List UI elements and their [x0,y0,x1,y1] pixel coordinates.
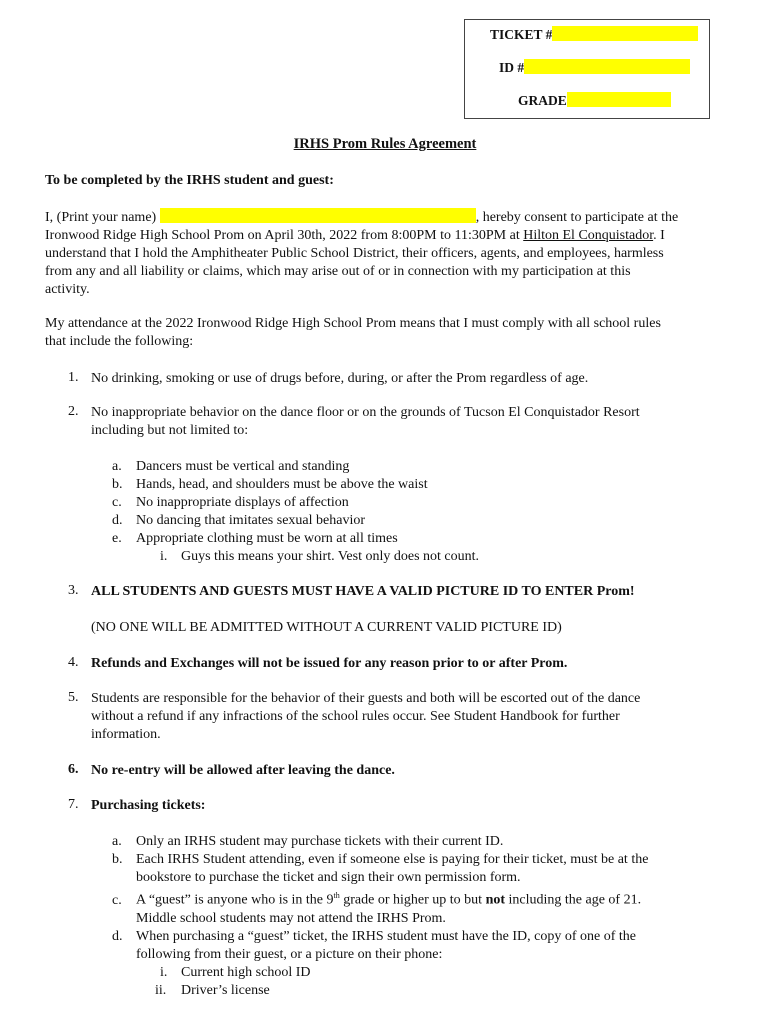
rule-6-number: 6. [68,762,79,777]
list-item [112,494,479,512]
rule-2-number: 2. [68,404,79,419]
emphasis: not [485,892,506,908]
list-item-text: Appropriate clothing must be worn at all times [136,531,398,546]
list-marker: d. [112,513,123,528]
list-marker: c. [112,495,122,510]
list-item [112,530,479,548]
rule-5-line-3: information. [91,727,161,742]
rule-2-line-2: including but not limited to: [91,423,249,438]
list-item [112,887,712,910]
list-item [112,964,712,982]
list-item [112,928,712,946]
print-name-label: I, (Print your name) [45,210,157,225]
list-marker: ii. [155,982,167,998]
rule-3-note: (NO ONE WILL BE ADMITTED WITHOUT A CURRENT VALID PICTURE ID) [91,620,562,635]
list-item-continuation: Middle school students may not attend the IRHS Prom. [136,910,446,926]
attendance-line-1: My attendance at the 2022 Ironwood Ridge High School Prom means that I must comply with all school rules [45,316,661,331]
rule-2-line-1: No inappropriate behavior on the dance floor or on the grounds of Tucson El Conquistador Resort [91,405,640,420]
superscript: th [333,891,340,900]
list-item [112,833,712,851]
consent-line-3: understand that I hold the Amphitheater Public School District, their officers, agents, and employees, harmless [45,246,664,261]
list-marker: a. [112,834,122,849]
rule-6-text: No re-entry will be allowed after leaving the dance. [91,763,395,778]
rule-7-text: Purchasing tickets: [91,798,206,813]
list-item-text: including the age of 21. [505,892,642,908]
ticket-info-box [464,19,710,119]
rule-7-sublist [112,833,712,1000]
list-item-text: Guys this means your shirt. Vest only does not count. [181,549,480,564]
list-item-text: A “guest” is anyone who is in the 9 [136,892,334,908]
list-marker: c. [112,892,122,908]
consent-line-2 [45,227,725,245]
rule-5-line-1: Students are responsible for the behavior of their guests and both will be escorted out of the dance [91,691,641,706]
list-item-text: Driver’s license [181,982,270,998]
list-marker: b. [112,852,123,867]
list-item-continuation: bookstore to purchase the ticket and sign their own permission form. [136,870,521,885]
ticket-number-field[interactable] [490,26,698,43]
instruction-text: To be completed by the IRHS student and guest: [45,173,334,188]
list-item [112,982,712,1000]
list-item [112,458,479,476]
list-item-text: No inappropriate displays of affection [136,495,349,510]
list-marker: a. [112,459,122,474]
list-item-text: Dancers must be vertical and standing [136,459,350,474]
print-name-blank[interactable] [160,208,476,223]
list-item-text: Only an IRHS student may purchase tickets with their current ID. [136,834,504,849]
list-marker: i. [160,549,168,564]
rule-3-number: 3. [68,583,79,598]
consent-text: , hereby consent to participate at the [475,210,679,225]
rule-1-text: No drinking, smoking or use of drugs before, during, or after the Prom regardless of age. [91,371,589,386]
attendance-line-2: that include the following: [45,334,194,349]
list-item-text: When purchasing a “guest” ticket, the IRHS student must have the ID, copy of one of the [136,928,636,944]
rule-7-number: 7. [68,797,79,812]
rule-5-number: 5. [68,690,79,705]
rule-5-text [91,690,721,744]
attendance-paragraph [45,315,725,351]
rule-3-text: ALL STUDENTS AND GUESTS MUST HAVE A VALID PICTURE ID TO ENTER Prom! [91,584,635,599]
list-marker: i. [160,964,168,980]
consent-text: . I [653,228,665,243]
list-marker: d. [112,928,123,944]
id-number-field[interactable] [499,59,690,76]
rule-2-text [91,404,721,440]
list-item [112,851,712,869]
list-item-text: No dancing that imitates sexual behavior [136,513,365,528]
consent-text: Ironwood Ridge High School Prom on April 30th, 2022 from 8:00PM to 11:30PM at [45,228,520,243]
id-number-blank[interactable] [524,59,690,74]
page-title: IRHS Prom Rules Agreement [293,136,477,152]
grade-label: GRADE [518,93,567,108]
list-item [112,512,479,530]
list-item [112,476,479,494]
id-number-label: ID # [499,60,525,75]
rule-4-text: Refunds and Exchanges will not be issued for any reason prior to or after Prom. [91,656,568,671]
rule-5-line-2: without a refund if any infractions of the school rules occur. See Student Handbook for further [91,709,620,724]
ticket-number-label: TICKET # [490,27,553,42]
rule-4-number: 4. [68,655,79,670]
consent-paragraph [45,208,725,299]
list-item-text: Hands, head, and shoulders must be above the waist [136,477,428,492]
venue-name: Hilton El Conquistador [523,228,654,243]
rule-2-sublist [112,458,479,566]
list-marker: b. [112,477,123,492]
list-item-continuation: following from their guest, or a picture on their phone: [136,946,443,962]
grade-field[interactable] [518,92,671,109]
consent-line-5: activity. [45,282,90,297]
consent-line-1 [45,208,725,227]
list-item-text: Each IRHS Student attending, even if someone else is paying for their ticket, must be at the [136,852,649,867]
list-marker: e. [112,531,122,546]
grade-blank[interactable] [567,92,671,107]
consent-line-4: from any and all liability or claims, which may arise out of or in connection with my participation at this [45,264,631,279]
list-item [112,548,479,566]
list-item-text: Current high school ID [181,964,311,980]
list-item-text: grade or higher up to but [339,892,486,908]
rule-1-number: 1. [68,370,79,385]
ticket-number-blank[interactable] [552,26,698,41]
